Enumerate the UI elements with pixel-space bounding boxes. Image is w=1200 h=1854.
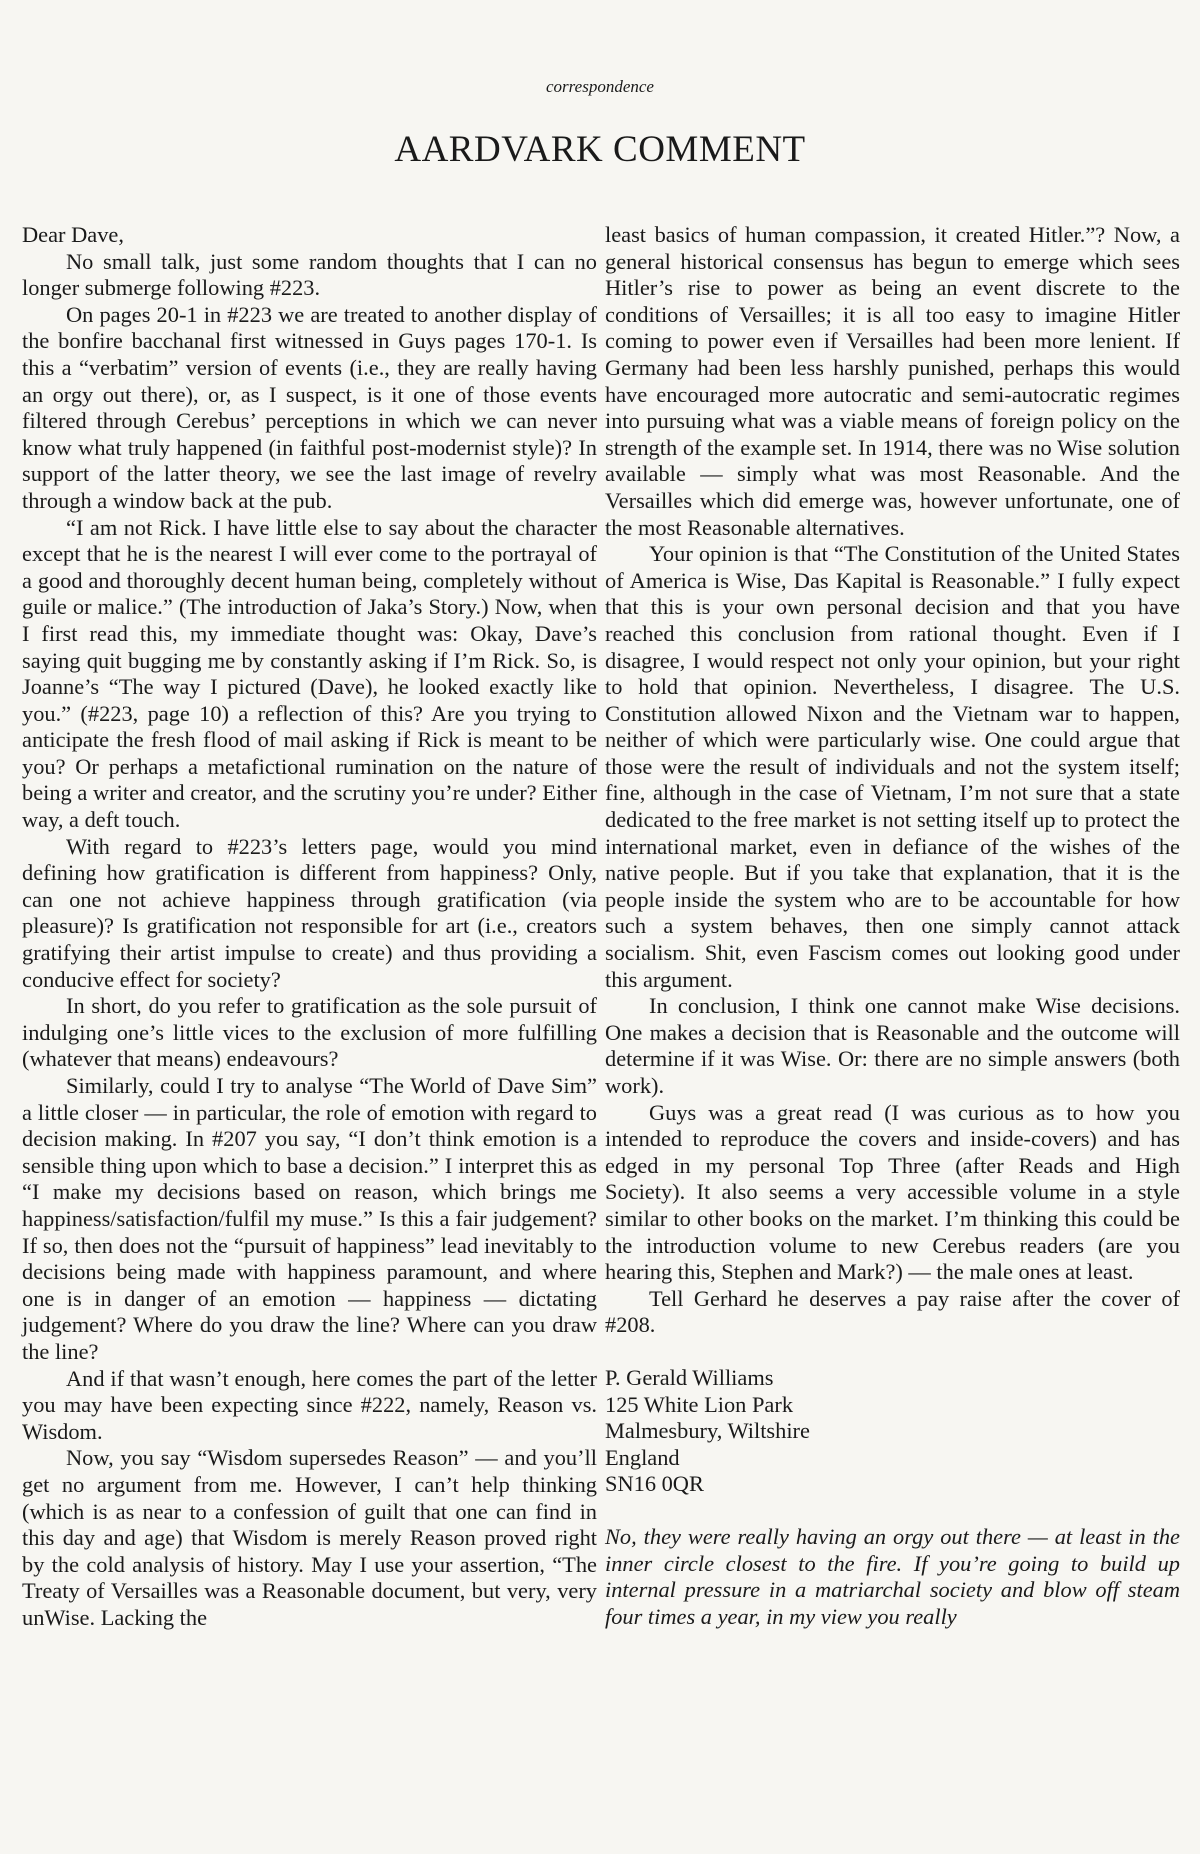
reply-text: No, they were really having an orgy out there — at least in the inner circle closest to the fire. If you’re going to build up internal pressure in a matriarchal society and blow off steam four times a year, in my view you really — [605, 1523, 1180, 1629]
letter-paragraph: On pages 20-1 in #223 we are treated to another display of the bonfire bacchanal first witnessed in Guys pages 170-1. Is this a “verbatim” version of events (i.e., they are really having an orgy out there), or, as I suspect, is it one of those events filtered through Cerebus’ perceptions in which we can never know what truly happened (in faithful post-modernist style)? In support of the latter theory, we see the last image of revelry through a window back at the pub. — [22, 301, 597, 513]
letter-column-right — [605, 222, 1180, 1630]
letter-paragraph: In conclusion, I think one cannot make Wise decisions. One makes a decision that is Reasonable and the outcome will determine if it was Wise. Or: there are no simple answers (both work). — [605, 993, 1180, 1098]
signature-name: P. Gerald Williams — [605, 1364, 774, 1390]
letter-paragraph: Tell Gerhard he deserves a pay raise after the cover of #208. — [605, 1285, 1180, 1338]
letter-paragraph: Guys was a great read (I was curious as to how you intended to reproduce the covers and inside-covers) and has edged in my personal Top Three (after Reads and High Society). It also seems a very accessible volume in a style similar to other books on the market. I’m thinking this could be the introduction volume to new Cerebus readers (are you hearing this, Stephen and Mark?) — the male ones at least. — [605, 1099, 1180, 1285]
letter-paragraph: Now, you say “Wisdom supersedes Reason” — and you’ll get no argument from me. However, I can’t help thinking (which is as near to a confession of guilt that one can find in this day and age) that Wisdom is merely Reason proved right by the cold analysis of history. May I use your assertion, “The Treaty of Versailles was a Reasonable document, but very, very unWise. Lacking the — [22, 1445, 597, 1630]
letter-paragraph: Your opinion is that “The Constitution of the United States of America is Wise, Das Kapital is Reasonable.” I fully expect that this is your own personal decision and that you have reached this conclusion from rational thought. Even if I disagree, I would respect not only your opinion, but your right to hold that opinion. Nevertheless, I disagree. The U.S. Constitution allowed Nixon and the Vietnam war to happen, neither of which were particularly wise. One could argue that those were the result of individuals and not the system itself; fine, although in the case of Vietnam, I’m not sure that a state dedicated to the free market is not setting itself up to protect the international market, even in defiance of the wishes of the native people. But if you take that explanation, that it is the people inside the system who are to be accountable for how such a system behaves, then one simply cannot attack socialism. Shit, even Fascism comes out looking good under this argument. — [605, 541, 1180, 992]
address-street: 125 White Lion Park — [605, 1391, 794, 1417]
address-country: England — [605, 1444, 680, 1470]
letter-paragraph: “I am not Rick. I have little else to say about the character except that he is the nearest I will ever come to the portrayal of a good and thoroughly decent human being, completely without guile or malice.” (The introduction of Jaka’s Story.) Now, when I first read this, my immediate thought was: Okay, Dave’s saying quit bugging me by constantly asking if I’m Rick. So, is Joanne’s “The way I pictured (Dave), he looked exactly like you.” (#223, page 10) a reflection of this? Are you trying to anticipate the fresh flood of mail asking if Rick is meant to be you? Or perhaps a metafictional rumination on the nature of being a writer and creator, and the scrutiny you’re under? Either way, a deft touch. — [22, 514, 597, 833]
letter-paragraph: No small talk, just some random thoughts that I can no longer submerge following #223. — [22, 248, 597, 301]
letter-paragraph: And if that wasn’t enough, here comes the part of the letter you may have been expecting since #222, namely, Reason vs. Wisdom. — [22, 1365, 597, 1444]
letter-paragraph-continued: least basics of human compassion, it created Hitler.”? Now, a general historical consensus has begun to emerge which sees Hitler’s rise to power as being an event discrete to the conditions of Versailles; it is all too easy to imagine Hitler coming to power even if Versailles had been more lenient. If Germany had been less harshly punished, perhaps this would have encouraged more autocratic and semi-autocratic regimes into pursuing what was a viable means of foreign policy on the strength of the example set. In 1914, there was no Wise solution available — simply what was most Reasonable. And the Versailles which did emerge was, however unfortunate, one of the most Reasonable alternatives. — [605, 222, 1180, 540]
letter-paragraph: In short, do you refer to gratification as the sole pursuit of indulging one’s little vices to the exclusion of more fulfilling (whatever that means) endeavours? — [22, 993, 597, 1072]
letter-column-left — [22, 222, 597, 1631]
section-kicker: correspondence — [546, 77, 654, 96]
address-town: Malmesbury, Wiltshire — [605, 1418, 810, 1444]
salutation: Dear Dave, — [22, 222, 124, 247]
letter-paragraph: Similarly, could I try to analyse “The World of Dave Sim” a little closer — in particular, the role of emotion with regard to decision making. In #207 you say, “I don’t think emotion is a sensible thing upon which to base a decision.” I interpret this as “I make my decisions based on reason, which brings me happiness/satisfaction/fulfil my muse.” Is this a fair judgement? If so, then does not the “pursuit of happiness” lead inevitably to decisions being made with happiness paramount, and where one is in danger of an emotion — happiness — dictating judgement? Where do you draw the line? Where can you draw the line? — [22, 1073, 597, 1364]
editor-reply — [605, 1524, 1180, 1630]
page-title: AARDVARK COMMENT — [394, 129, 806, 170]
letter-paragraph: With regard to #223’s letters page, would you mind defining how gratification is different from happiness? Only, can one not achieve happiness through gratification (via pleasure)? Is gratification not responsible for art (i.e., creators gratifying their artist impulse to create) and thus providing a conducive effect for society? — [22, 833, 597, 992]
signature-block — [605, 1365, 1180, 1498]
address-postcode: SN16 0QR — [605, 1471, 704, 1497]
